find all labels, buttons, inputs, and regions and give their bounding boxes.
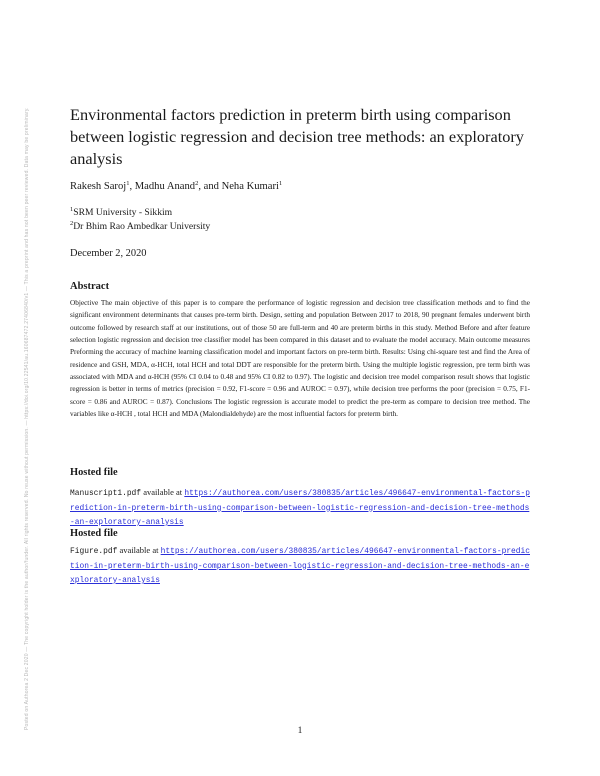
hosted-file-entry — [70, 486, 530, 530]
hosted-filename: Manuscript1.pdf — [70, 489, 142, 498]
author-name: Neha Kumari — [221, 181, 279, 192]
affiliation-mark: 1 — [70, 206, 74, 213]
hosted-connector: available at — [117, 545, 161, 555]
affiliation — [70, 221, 210, 232]
hosted-connector: available at — [141, 487, 185, 497]
affiliation-name: Dr Bhim Rao Ambedkar University — [73, 221, 211, 232]
affiliation-name: SRM University - Sikkim — [73, 207, 173, 218]
author-name: Rakesh Saroj — [70, 181, 127, 192]
hosted-file-entry — [70, 544, 530, 588]
page-number: 1 — [297, 726, 303, 736]
affiliation — [70, 207, 172, 218]
affiliation-mark: 2 — [70, 220, 74, 227]
author-list — [70, 181, 282, 192]
abstract-heading: Abstract — [70, 281, 110, 292]
abstract-text: Objective The main objective of this paper is to compare the performance of logistic regression and decision tree classification methods and to find the significant environment determinants that causes pre-term birth. Design, setting and population Between 2017 to 2018, 90 pregnant females underwent birth outcome followed by research staff at our institutions, out of those 50 are full-term and 40 are preterm births in this study. Method Before and after feature selection logistic regression and decision tree classifier model has been compared in this dataset and to evaluate the model accuracy. Main outcome measures Preforming the accuracy of machine learning classification model and important factors on pre-term birth. Results: Using chi-square test and find the Area of residence and GSH, MDA, α-HCH, total HCH and total DDT are responsible for the preterm birth. Using the multiple logistic regression, pre term birth was associated with MDA and α-HCH (95% CI 0.04 to 0.48 and 95% CI 0.82 to 0.97). The logistic and decision tree model comparison result shows that logistic regression is better in terms of metrics (precision = 0.92, F1-score = 0.96 and AUROC = 0.97), while decision tree performs the poor (precision = 0.75, F1-score = 0.86 and AUROC = 0.87). Conclusions The logistic regression is accurate model to predict the pre-term as compare to decision tree method. The variables like α-HCH , total HCH and MDA (Malondialdehyde) are the most influential factors for preterm birth. — [70, 299, 530, 419]
author-separator: , and — [198, 181, 222, 192]
preprint-sidebar-notice — [14, 40, 28, 740]
paper-title: Environmental factors prediction in preterm birth using comparison between logistic regression and decision tree methods: an exploratory analysis — [70, 105, 524, 168]
hosted-filename: Figure.pdf — [70, 547, 118, 556]
hosted-file-link[interactable]: https://authorea.com/users/380835/articles/496647-environmental-factors-prediction-in-preterm-birth-using-comparison-between-logistic-regression-and-decision-tree-methods-an-exploratory-analysis — [70, 547, 530, 585]
author-name: Madhu Anand — [134, 181, 196, 192]
hosted-file-heading: Hosted file — [70, 528, 118, 539]
hosted-file-heading: Hosted file — [70, 467, 118, 478]
affiliation-mark: 1 — [126, 180, 130, 187]
sidebar-text: Posted on Authorea 2 Dec 2020 — The copyright holder is the author/funder. All rights reserved. No reuse without permission. — https://doi.org/10.22541/au.160687472.27406840/v1 — This a preprint and has not been peer reviewed. Data may be preliminary. — [24, 107, 30, 730]
affiliation-mark: 2 — [195, 180, 199, 187]
author-separator: , — [129, 181, 135, 192]
publication-date: December 2, 2020 — [70, 248, 147, 259]
affiliation-mark: 1 — [278, 180, 283, 187]
hosted-file-link[interactable]: https://authorea.com/users/380835/articles/496647-environmental-factors-prediction-in-preterm-birth-using-comparison-between-logistic-regression-and-decision-tree-methods-an-exploratory-analysis — [70, 489, 530, 527]
